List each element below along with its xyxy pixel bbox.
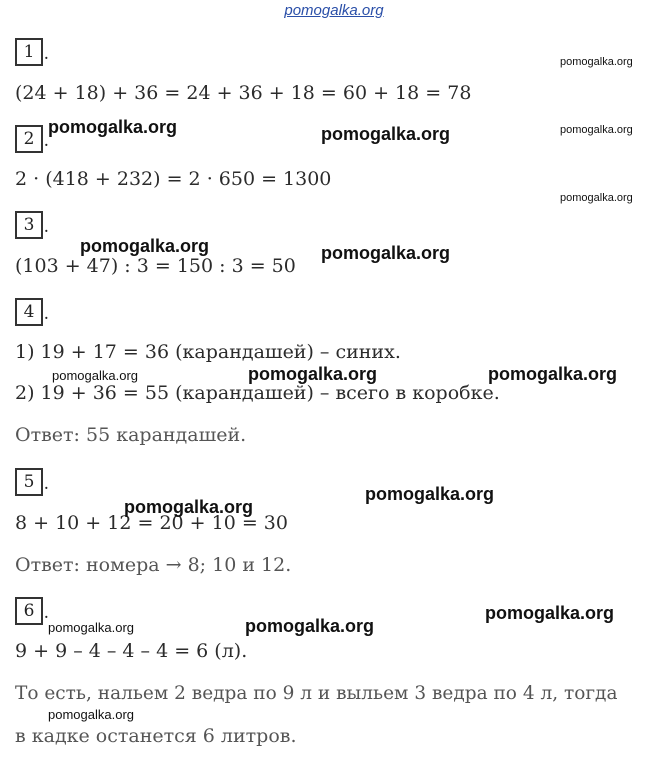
watermark: pomogalka.org bbox=[560, 192, 633, 204]
site-link[interactable]: pomogalka.org bbox=[284, 2, 384, 19]
task-2-line-1: 2 · (418 + 232) = 2 · 650 = 1300 bbox=[15, 168, 332, 190]
task-4-answer: Ответ: 55 карандашей. bbox=[15, 424, 247, 446]
watermark: pomogalka.org bbox=[52, 368, 138, 383]
watermark: pomogalka.org bbox=[321, 243, 451, 263]
watermark: pomogalka.org bbox=[80, 236, 210, 256]
watermark: pomogalka.org bbox=[48, 117, 178, 137]
watermark: pomogalka.org bbox=[124, 497, 254, 517]
task-6-line-3: в кадке останется 6 литров. bbox=[15, 725, 297, 747]
watermark: pomogalka.org bbox=[245, 616, 375, 636]
watermark: pomogalka.org bbox=[48, 707, 134, 722]
watermark: pomogalka.org bbox=[321, 124, 451, 144]
task-4-line-2: 2) 19 + 36 = 55 (карандашей) – всего в коробке. bbox=[15, 382, 500, 404]
task-5-line-1: 8 + 10 + 12 = 20 + 10 = 30 bbox=[15, 512, 288, 534]
watermark: pomogalka.org bbox=[488, 364, 618, 384]
task-3-line-1: (103 + 47) : 3 = 150 : 3 = 50 bbox=[15, 255, 296, 277]
task-number-4: 4 . bbox=[15, 298, 43, 326]
task-number-5: 5 . bbox=[15, 468, 43, 496]
watermark: pomogalka.org bbox=[48, 620, 134, 635]
watermark: pomogalka.org bbox=[560, 56, 633, 68]
watermark: pomogalka.org bbox=[365, 484, 495, 504]
task-number-6: 6 . bbox=[15, 597, 43, 625]
task-6-line-1: 9 + 9 – 4 – 4 – 4 = 6 (л). bbox=[15, 640, 248, 662]
watermark: pomogalka.org bbox=[485, 603, 615, 623]
task-5-answer: Ответ: номера → 8; 10 и 12. bbox=[15, 554, 292, 576]
watermark: pomogalka.org bbox=[560, 124, 633, 136]
task-6-line-2: То есть, нальем 2 ведра по 9 л и выльем 3 ведра по 4 л, тогда bbox=[15, 683, 618, 704]
task-number-2: 2 . bbox=[15, 125, 43, 153]
task-number-3: 3 . bbox=[15, 211, 43, 239]
watermark: pomogalka.org bbox=[248, 364, 378, 384]
task-number-1: 1 . bbox=[15, 38, 43, 66]
task-1-line-1: (24 + 18) + 36 = 24 + 36 + 18 = 60 + 18 = 78 bbox=[15, 82, 472, 104]
task-4-line-1: 1) 19 + 17 = 36 (карандашей) – синих. bbox=[15, 341, 401, 363]
